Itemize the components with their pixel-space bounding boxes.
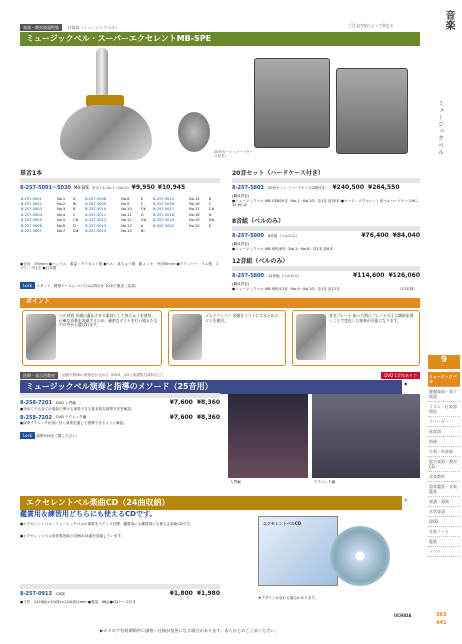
dvd-product-row (20, 399, 220, 407)
single-main-row (20, 184, 220, 192)
table-row (20, 229, 220, 234)
set20-code: 8-257-5802 (232, 184, 264, 191)
table-code-cell: 8-257-5018 (153, 212, 174, 217)
set8-price-excl: ¥76,400 (361, 232, 389, 239)
single-main-desc: 単音1本 No.1〜No.20 (92, 185, 129, 190)
dvd-price-excl: ¥7,600 (169, 399, 193, 406)
set12-note: （13本制） (398, 287, 417, 291)
dvd-photo-caption-1: 入門編 (230, 480, 241, 484)
category-tag: 楽器・教材楽器特集 (20, 24, 62, 31)
table-cell: C (208, 201, 212, 206)
table-code-cell: 8-257-5010 (85, 207, 107, 212)
table-code-cell: 8-257-5006 (21, 223, 42, 228)
point-item-1 (22, 310, 162, 366)
cd-bullet-1: ●エクセレントベル・ミュージックベルの演奏をステップ目標、鑑賞用にも練習用にも使える楽曲CDです。 (20, 522, 194, 526)
table-cell: No.19 (189, 218, 200, 223)
lock-badge: Lock (20, 282, 35, 289)
sidebar-item[interactable]: 指揮 (428, 437, 460, 447)
dvd-tag-note: 初級や教師の指導法が分かる（DVD、CDと楽譜集各資料など） (62, 373, 166, 378)
set12-code: 8-257-5800 (232, 272, 264, 279)
table-code-cell (152, 229, 188, 234)
set12-contents: ●ミュージックベル MB-SPE/12音（No.9〜No.20）各1本 計12本 (232, 287, 340, 291)
table-cell (208, 229, 220, 234)
table-cell: No.2 (56, 201, 66, 206)
dvd-name: DVD テクニック編 (55, 415, 87, 420)
table-code-cell: 8-257-5014 (85, 229, 107, 234)
dvd-code: 8-258-7201 (20, 399, 52, 406)
cd-icon: ◎ (404, 497, 408, 502)
dvd-photo-2 (312, 394, 420, 478)
point-photo-3 (296, 314, 326, 360)
single-spec: ●全長：190mm ●ハンドル：重量・ダイカスト製 ●ベル：真ちゅう製、銀メッキ、外径85mm ●クラッパー：ゴム製、スプリング付き ●日本製 (20, 262, 220, 271)
set20-contents: ●ミュージックベル MB-GEN20音（No.1〜No.20）各1本 計20本 ●ケース：エクセレント用ベルハードケースHC-12,HC-8 (232, 199, 419, 208)
set20-contents-title: (構成内容) (232, 194, 250, 198)
dvd-price-excl: ¥7,600 (169, 413, 193, 421)
table-cell: A (73, 196, 76, 201)
dvd-code: 8-258-7202 (20, 414, 52, 421)
table-cell: No.18 (189, 212, 200, 217)
dvd-lock-badge: Lock (20, 432, 35, 439)
table-cell: G# (140, 218, 147, 223)
dvd-photo-caption-2: テクニック編 (314, 480, 336, 484)
point-text-3: 音名プレート 振った時にプレートの上に側面を書くことで変化した演奏が可能になります。 (329, 313, 414, 323)
table-cell: C# (208, 207, 215, 212)
dvd-header-row (20, 393, 220, 398)
cd-spec: ●寸法：142(幅)×10(厚)×124(高)1mm ●重量：88g ●CDケース付き (20, 600, 136, 604)
table-code-cell: 8-257-5017 (153, 207, 174, 212)
point-photo-2 (172, 314, 202, 360)
point-bar (20, 298, 420, 308)
table-cell: D# (73, 229, 79, 234)
set8-code: 8-257-5000 (232, 232, 264, 239)
point-photo-1 (26, 314, 56, 360)
sidebar-item[interactable]: 音楽教材 (428, 472, 460, 482)
sidebar-item[interactable]: リズム・打楽器関係 (428, 402, 460, 417)
set12-header-row (232, 266, 420, 271)
table-cell: No.1 (56, 196, 66, 201)
sidebar-item[interactable]: 合奏・吹奏楽 (428, 447, 460, 457)
sidebar-item[interactable]: 総合楽器・教材CD (428, 457, 460, 472)
single-lock-row (20, 282, 220, 289)
footer-note: ▶カタログ有効期間中に価格・仕様が変更になる場合があります。あらかじめご了承ください。 (100, 628, 279, 633)
set20-label: 20音セット（ハードケース付き） (232, 170, 324, 177)
brand-logo: UCHIDA (394, 613, 412, 618)
sidebar-item[interactable]: ソフト (428, 547, 460, 557)
table-code-cell: 8-257-5015 (153, 196, 174, 201)
cd-cover-text: エクセレントベルCD (263, 521, 302, 526)
table-cell: No.4 (56, 212, 66, 217)
dvd-icon: ◉ (404, 381, 408, 386)
sidebar-item[interactable]: 音楽ノート (428, 527, 460, 537)
dvd-photo-1 (228, 394, 308, 478)
table-cell: B♭ (140, 229, 146, 234)
table-cell: No.13 (121, 223, 132, 228)
table-cell: D (73, 223, 76, 228)
sidebar-item[interactable]: 鍵盤楽器・電子楽器 (428, 387, 460, 402)
table-cell: C (73, 212, 76, 217)
dvd-price-incl: ¥8,360 (196, 413, 220, 421)
dvd-category-tag: 医療・表示用教材 (20, 372, 58, 379)
table-code-cell: 8-257-5016 (153, 201, 174, 206)
header-tags (20, 24, 119, 31)
table-cell: B (208, 196, 212, 201)
table-cell: No.12 (121, 218, 132, 223)
table-code-cell: 8-257-5007 (21, 229, 42, 234)
table-cell: B (73, 207, 76, 212)
table-cell: F (140, 201, 143, 206)
hard-case-image-2 (336, 68, 408, 154)
set12-name: 12音組（ベルのみ） (267, 273, 302, 278)
dvd-name: DVD 入門編 (55, 400, 76, 405)
sidebar-index (428, 372, 460, 557)
point-item-2 (168, 310, 286, 366)
table-cell: No.5 (56, 218, 66, 223)
table-cell: No.11 (121, 212, 132, 217)
set8-contents-title: (構成内容) (232, 242, 250, 246)
cd-price-incl: ¥1,980 (196, 590, 220, 597)
cd-subtitle: 鑑賞用＆練習用どちらにも使えるCDです。 (20, 510, 157, 518)
cd-cover-image (258, 516, 338, 586)
dvd-desc: ●初めてでも全ての楽曲で弾ける演奏できる基本的な指導方法を解説。 (20, 406, 135, 411)
table-cell: D# (208, 218, 215, 223)
cd-caption: ★デザインが変わる場合があります。 (258, 596, 319, 600)
set8-label: 8音組（ベルのみ） (232, 218, 285, 225)
set20-row (232, 184, 420, 192)
set20-price-incl: ¥264,550 (368, 184, 400, 191)
dvd-tag-row (20, 372, 420, 379)
sidebar-item[interactable]: DVD (428, 517, 460, 527)
table-cell (188, 229, 208, 234)
subcategory-tag: 打楽器（ミュージックベル） (67, 25, 120, 30)
case-caption: 20音カート（ハードケース付き） (214, 150, 254, 159)
page-num-b: 441 (436, 620, 447, 626)
page-num-a: 393 (436, 612, 447, 618)
page-title: ミュージックベル・スーパーエクセレントMB-SPE (20, 32, 420, 46)
cd-row (20, 590, 220, 598)
point-label: ポイント (26, 298, 51, 305)
point-text-1: ベル材質 音域に適応させる素材として真ちゅうを使用。正確な音階を表現するため、厳密なテストを行い組みたものの中から選ばれます。 (59, 313, 158, 328)
single-label: 単音1本 (20, 170, 43, 177)
cd-code: 8-257-0913 (20, 590, 52, 597)
table-code-cell: 8-257-5019 (153, 218, 174, 223)
table-code-cell: 8-257-5011 (85, 212, 107, 217)
table-cell: No.15 (189, 196, 200, 201)
dvd-lock-row (20, 432, 220, 439)
table-code-cell: 8-257-5002 (21, 201, 42, 206)
set12-contents-title: (構成内容) (232, 282, 250, 286)
table-cell: No.10 (121, 207, 132, 212)
dvd-price-incl: ¥8,360 (196, 399, 220, 406)
table-cell: No.8 (121, 196, 130, 201)
set8-row (232, 232, 420, 240)
sidebar-item[interactable]: 器楽鑑賞・音楽鑑賞 (428, 482, 460, 497)
point-text-2: ゴムクラッパー 余韻をソフトにするためにゴムを使用。 (205, 313, 279, 323)
header-note: ご注文内容によって異なる (348, 23, 394, 28)
table-cell: G (140, 212, 144, 217)
set8-name: 8音組（ベルのみ） (267, 233, 300, 238)
sidebar-item[interactable]: 鑑賞 (428, 537, 460, 547)
table-cell: B♭ (73, 201, 78, 206)
set20-header-row (232, 178, 420, 183)
sidebar-item[interactable]: ミュージックベル (428, 372, 460, 387)
set8-contents: ●ミュージックベル MB-SPE/8音（No.1〜No.8）各1本 計8本 (232, 247, 333, 251)
bell-front-image (178, 112, 210, 152)
table-cell: No.16 (189, 201, 200, 206)
dvd-lock-note: 曲集P.50をご覧ください。 (36, 434, 80, 438)
dvd-desc: ●演奏テクニックが身に付く演奏を通して指導できるように解説。 (20, 421, 127, 426)
set12-price-excl: ¥114,600 (352, 272, 385, 279)
set8-header-row (232, 226, 420, 231)
single-price-excl: ¥9,950 (131, 184, 155, 191)
table-code-cell: 8-257-5003 (21, 207, 42, 212)
table-code-cell: 8-257-5004 (21, 212, 42, 217)
table-code-cell: 8-257-5008 (85, 196, 107, 201)
sidebar-item[interactable]: 木管楽器 (428, 507, 460, 517)
single-main-name: MB-SPE (73, 185, 90, 191)
set12-price-incl: ¥126,060 (388, 272, 420, 279)
dvd-title: ミュージックベル演奏と指導のメソード（25音用） (20, 380, 402, 394)
table-cell: F# (140, 207, 146, 212)
single-header-row (20, 178, 220, 183)
table-cell: A (140, 223, 144, 228)
table-code-cell: 8-257-5005 (21, 218, 42, 223)
sidebar-item[interactable]: 楽譜・楽典 (428, 497, 460, 507)
table-code-cell: 8-257-5013 (85, 223, 107, 228)
bell-handle-image (96, 48, 108, 98)
cd-header-row (20, 584, 220, 589)
table-code-cell: 8-257-5001 (21, 196, 42, 201)
cd-title: エクセレントベル楽曲CD（24曲収納） (20, 496, 402, 510)
table-cell: No.17 (189, 207, 200, 212)
hard-case-image-1 (254, 58, 330, 148)
table-cell: No.6 (56, 223, 66, 228)
set12-label: 12音組（ベルのみ） (232, 258, 289, 265)
table-cell: E (208, 223, 212, 228)
table-cell: C# (73, 218, 79, 223)
single-bell-table (20, 196, 220, 234)
cd-bullet-2: ●エクセレントベル用伴奏音源と同梱の24曲を収録しています。 (20, 534, 125, 538)
table-code-cell: 8-257-5020 (153, 223, 174, 228)
single-lock-note: スタンド、携帯ケースについてはお問合せ 10本で販売（応談） (36, 284, 139, 288)
cd-disc-image (330, 526, 390, 586)
cd-name: CD版 (55, 591, 65, 596)
table-cell: No.14 (121, 229, 132, 234)
cd-price-excl: ¥1,800 (169, 590, 193, 597)
sidebar-item[interactable]: リコーダー (428, 417, 460, 427)
section-kanji: 音楽 (443, 10, 454, 30)
bell-body-image (60, 105, 152, 160)
table-cell: D (208, 212, 212, 217)
set20-name: 20音セット（ハードケース2個付き） (267, 185, 329, 190)
table-code-cell: 8-257-5012 (85, 218, 107, 223)
table-cell: No.7 (56, 229, 66, 234)
chapter-badge: 9 (428, 355, 460, 369)
dvd-rows (20, 399, 220, 429)
table-code-cell: 8-257-5009 (85, 201, 107, 206)
table-cell: No.20 (189, 223, 200, 228)
table-cell: E (140, 196, 144, 201)
single-main-code: 8-257-5001〜5020 (20, 184, 71, 191)
set20-price-excl: ¥240,500 (332, 184, 365, 191)
point-item-3 (292, 310, 420, 366)
sidebar-item[interactable]: 弦楽器 (428, 427, 460, 437)
table-cell: No.3 (56, 207, 66, 212)
vertical-section-label: ミュージックベル (436, 100, 444, 156)
set12-row (232, 272, 420, 280)
table-cell: No.9 (121, 201, 130, 206)
set8-price-incl: ¥84,040 (392, 232, 420, 239)
single-price-incl: ¥10,945 (157, 184, 186, 191)
dvd-right-tag: DVD 1学年ありで (381, 372, 420, 379)
